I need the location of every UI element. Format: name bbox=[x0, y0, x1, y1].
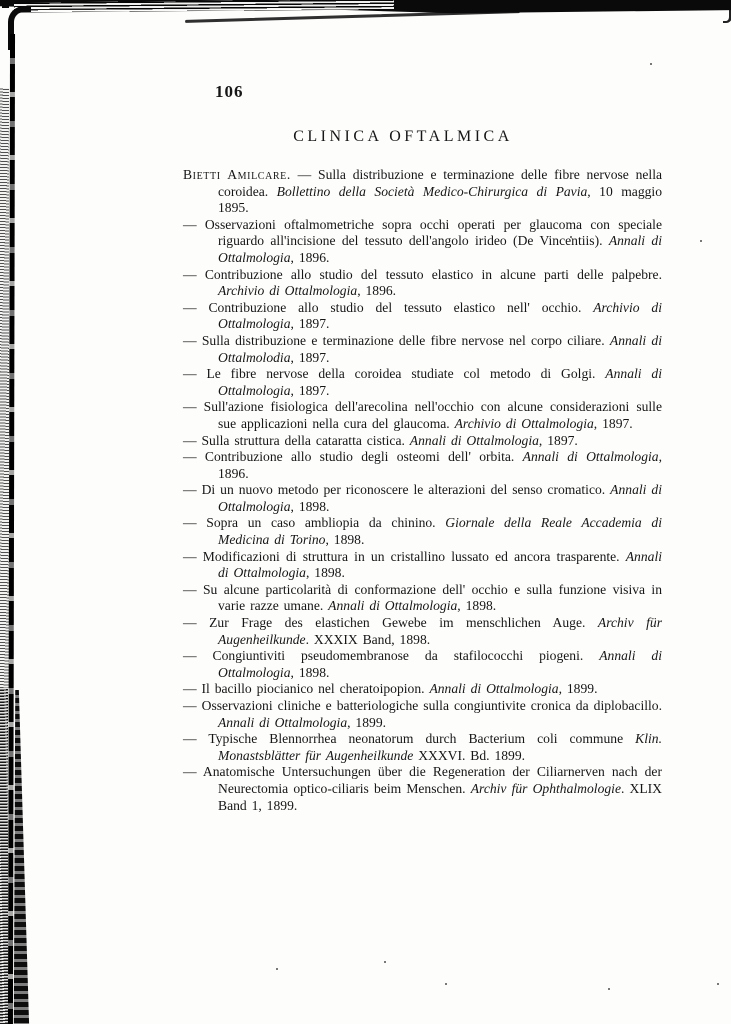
entry-text: , 1897. bbox=[290, 316, 330, 332]
entry-text: — Contribuzione allo studio del tessuto elastico in alcune parti delle palpebre. bbox=[183, 266, 662, 282]
journal-name: Annali di Ottalmologia bbox=[218, 482, 662, 514]
scan-speck bbox=[608, 988, 610, 990]
entry-text: — Sopra un caso ambliopia da chinino. bbox=[183, 515, 446, 531]
entry-text: , 1898. bbox=[325, 532, 365, 548]
scan-artifact-left-texture bbox=[0, 88, 9, 688]
entry-text: — Contribuzione allo studio degli osteomi dell' orbita. bbox=[183, 449, 523, 465]
entry-text: , 1898. bbox=[305, 565, 345, 581]
scan-speck bbox=[650, 63, 652, 65]
scan-speck bbox=[384, 961, 386, 963]
scan-artifact-bottom-streak bbox=[12, 690, 30, 1024]
entry-text: . XLIX Band 1, 1899. bbox=[218, 780, 662, 813]
page-number: 106 bbox=[215, 82, 244, 101]
journal-name: Annali di Ottalmologia bbox=[218, 233, 662, 265]
entry-text: , 1896. bbox=[290, 249, 330, 265]
entry-text: XXXVI. Bd. 1899. bbox=[413, 747, 526, 763]
entry-text: . XXXIX Band, 1898. bbox=[305, 631, 431, 647]
scan-artifact-top-streak bbox=[185, 10, 520, 23]
entry-text: — Su alcune particolarità di conformazione dell' occhio e sulla funzione visiva in varie razze umane. bbox=[183, 581, 662, 614]
scan-artifact-top-stripes bbox=[14, 0, 394, 13]
scan-artifact-top-right-hook bbox=[723, 4, 731, 23]
entry-text: — Sulla distribuzione e terminazione delle fibre nervose nella coroidea. bbox=[218, 167, 663, 199]
entry-text: — Zur Frage des elastichen Gewebe im menschlichen Auge. bbox=[183, 615, 598, 631]
entry-text: — Congiuntiviti pseudomembranose da stafilococchi piogeni. bbox=[183, 648, 600, 664]
entry-text: — Di un nuovo metodo per riconoscere le alterazioni del senso cromatico. bbox=[183, 482, 611, 498]
bibliography-entry bbox=[183, 399, 662, 432]
entry-text: — Osservazioni cliniche e batteriologiche sulla congiuntivite cronica da diplobacillo. bbox=[183, 698, 662, 713]
entry-text: — Il bacillo piocianico nel cheratoipopion. bbox=[183, 681, 430, 697]
entry-text: , 1896. bbox=[218, 449, 662, 481]
entry-text: — Sulla distribuzione e terminazione delle fibre nervose nel corpo ciliare. bbox=[183, 332, 610, 348]
scan-artifact-left-line bbox=[8, 34, 15, 1024]
journal-name: Archivio di Ottalmologia bbox=[218, 299, 662, 332]
bibliography-entry bbox=[183, 300, 662, 333]
entry-text: — Sull'azione fisiologica dell'arecolina nell'occhio con alcune considerazioni sulle sue applicazioni nella cura del glaucoma. bbox=[183, 399, 662, 431]
entry-text: — Osservazioni oftalmometriche sopra occhi operati per glaucoma con speciale riguardo all'incisione del tessuto dell'angolo irideo (De Vincentiis). bbox=[183, 216, 662, 249]
scan-artifact-left-texture-lower bbox=[0, 688, 8, 1024]
entry-text: — Modificazioni di struttura in un cristallino lussato ed ancora trasparente. bbox=[183, 548, 626, 564]
bibliography-entry bbox=[183, 764, 662, 814]
entry-text: , 1896. bbox=[357, 283, 397, 299]
entry-text: — Sulla struttura della cataratta cistica. bbox=[183, 432, 410, 448]
journal-name: Annali di Ottalmolodia bbox=[218, 332, 662, 365]
journal-name: Annali di Ottalmologia bbox=[218, 548, 662, 581]
journal-name: Annali di Ottalmologia bbox=[522, 449, 659, 465]
bibliography-entry bbox=[183, 267, 662, 300]
journal-name: Annali di Ottalmologia bbox=[409, 432, 539, 448]
bibliography-entry bbox=[183, 549, 662, 582]
bibliography-entry bbox=[183, 698, 662, 731]
entry-text: , 1898. bbox=[457, 598, 497, 614]
scan-artifact-corner-dot bbox=[2, 0, 9, 8]
entry-text: , 10 maggio 1895. bbox=[218, 183, 662, 216]
scan-speck bbox=[700, 240, 702, 242]
scan-speck bbox=[445, 983, 447, 985]
journal-name: Annali di Ottalmologia bbox=[218, 648, 662, 680]
journal-name: Annali di Ottalmologia bbox=[328, 598, 458, 614]
bibliography-entry bbox=[183, 648, 662, 681]
entry-text: , 1899. bbox=[347, 714, 387, 730]
entry-text: , 1898. bbox=[290, 664, 330, 680]
journal-name: Archivio di Ottalmologia bbox=[218, 283, 358, 299]
journal-name: Archiv für Ophthalmologie bbox=[470, 780, 621, 796]
bibliography-entry bbox=[183, 731, 662, 764]
entry-text: — Le fibre nervose della coroidea studiate col metodo di Golgi. bbox=[183, 366, 606, 382]
bibliography-entry bbox=[183, 449, 662, 482]
author-name: Bietti Amilcare. bbox=[183, 167, 291, 182]
journal-name: Giornale della Reale Accademia di Medicina di Torino bbox=[218, 515, 662, 548]
bibliography-entry bbox=[183, 615, 662, 648]
journal-name: Bollettino della Società Medico-Chirurgica di Pavia bbox=[276, 183, 588, 199]
entry-text: , 1897. bbox=[593, 415, 633, 431]
journal-name: Archiv für Augenheilkunde bbox=[218, 615, 662, 647]
bibliography-entry bbox=[183, 433, 662, 450]
bibliography bbox=[183, 167, 662, 814]
entry-text: — Typische Blennorrhea neonatorum durch Bacterium coli commune bbox=[183, 731, 636, 747]
journal-name: Archivio di Ottalmologia bbox=[454, 415, 594, 431]
bibliography-entry bbox=[183, 482, 662, 515]
entry-text: , 1897. bbox=[290, 382, 330, 398]
entry-text: , 1898. bbox=[290, 498, 330, 514]
scan-speck bbox=[276, 968, 278, 970]
bibliography-entry bbox=[183, 582, 662, 615]
journal-name: Annali di Ottalmologia bbox=[218, 366, 662, 398]
bibliography-entry bbox=[183, 217, 662, 267]
entry-text: — Contribuzione allo studio del tessuto elastico nell' occhio. bbox=[183, 299, 594, 315]
entry-text: , 1897. bbox=[290, 349, 330, 365]
journal-name: Annali di Ottalmologia bbox=[218, 714, 348, 730]
bibliography-entry bbox=[183, 681, 662, 698]
entry-text: , 1897. bbox=[538, 432, 578, 448]
page-title: CLINICA OFTALMICA bbox=[293, 128, 513, 145]
journal-name: Klin. Monastsblätter für Augenheilkunde bbox=[218, 731, 662, 763]
entry-text: , 1899. bbox=[558, 681, 598, 697]
journal-name: Annali di Ottalmologia bbox=[429, 681, 559, 697]
entry-text: — Anatomische Untersuchungen über die Regeneration der Ciliarnerven nach der Neurectomia optico-ciliaris beim Menschen. bbox=[183, 764, 662, 796]
bibliography-entry bbox=[183, 333, 662, 366]
bibliography-entry bbox=[183, 515, 662, 548]
scan-speck bbox=[717, 983, 719, 985]
bibliography-entry bbox=[183, 366, 662, 399]
bibliography-entry bbox=[183, 167, 662, 217]
